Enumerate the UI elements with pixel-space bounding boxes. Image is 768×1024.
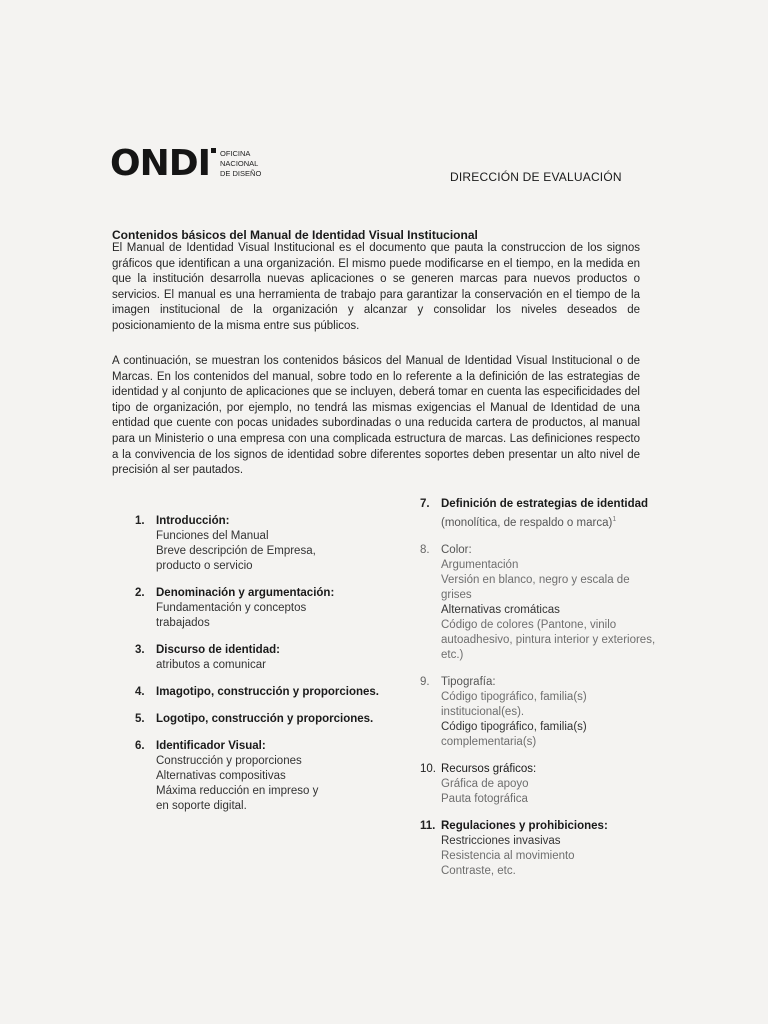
- item-sub: Código de colores (Pantone, vinilo autoadhesivo, pintura interior y exteriores, etc.): [441, 618, 656, 661]
- item-title: Color:: [441, 543, 472, 556]
- list-item: [135, 739, 385, 814]
- item-sub: en soporte digital.: [156, 800, 247, 812]
- logo-wordmark: ONDI: [110, 143, 211, 184]
- item-title: Introducción:: [156, 515, 230, 527]
- list-item: [420, 762, 660, 807]
- list-item: [135, 685, 385, 700]
- list-item: [420, 819, 660, 879]
- item-sub: Alternativas cromáticas: [441, 603, 560, 616]
- logo-subtitle: [220, 149, 261, 179]
- list-item: [135, 712, 385, 727]
- list-item: [420, 543, 660, 663]
- item-number: 10.: [420, 762, 436, 775]
- item-number: 1.: [135, 515, 145, 527]
- logo-square-icon: [211, 148, 216, 153]
- item-sub: trabajados: [156, 617, 210, 629]
- item-number: 7.: [420, 498, 430, 510]
- logo-sub-line: DE DISEÑO: [220, 169, 262, 178]
- item-sub: Fundamentación y conceptos: [156, 602, 307, 614]
- list-item: [420, 497, 660, 531]
- item-sub: Resistencia al movimiento: [441, 849, 575, 862]
- item-sub: Contraste, etc.: [441, 864, 516, 877]
- footnote-marker: 1: [612, 516, 617, 523]
- item-number: 2.: [135, 587, 145, 599]
- item-number: 4.: [135, 686, 145, 698]
- intro-paragraph: El Manual de Identidad Visual Institucional es el documento que pauta la construccion de los signos gráficos que identifican a una organización. El mismo puede modificarse en el tiempo, en la medida en que la institución desarrolla nuevas aplicaciones o se generen marcas para nuevos productos o servicios. El manual es una herramienta de trabajo para garantizar la conservación en el tiempo de la imagen institucional de la organización y alcanzar y consolidar los niveles deseados de posicionamiento de la misma entre sus públicos.: [112, 242, 640, 332]
- item-sub: Construcción y proporciones: [156, 755, 302, 767]
- item-sub: Argumentación: [441, 558, 519, 571]
- item-number: 6.: [135, 740, 145, 752]
- list-item: [135, 586, 385, 631]
- item-sub: Alternativas compositivas: [156, 770, 286, 782]
- item-sub: Máxima reducción en impreso y: [156, 785, 319, 797]
- item-sub: atributos a comunicar: [156, 659, 266, 671]
- item-number: 11.: [420, 819, 436, 832]
- department-heading: DIRECCIÓN DE EVALUACIÓN: [450, 170, 622, 184]
- item-sub: Versión en blanco, negro y escala de grises: [441, 573, 630, 601]
- item-title: Tipografía:: [441, 675, 496, 688]
- item-title: Discurso de identidad:: [156, 644, 280, 656]
- list-item: [420, 675, 660, 750]
- item-title: Denominación y argumentación:: [156, 587, 335, 599]
- item-number: 3.: [135, 644, 145, 656]
- item-sub: Pauta fotográfica: [441, 792, 528, 805]
- ondi-logo: [110, 143, 262, 184]
- item-sub: complementaria(s): [441, 735, 537, 748]
- list-item: [135, 514, 385, 574]
- logo-sub-line: OFICINA: [220, 149, 251, 158]
- contents-list-left: [135, 514, 385, 826]
- item-title: Definición de estrategias de identidad: [441, 498, 649, 510]
- item-sub: Restricciones invasivas: [441, 834, 561, 847]
- item-number: 8.: [420, 543, 430, 556]
- item-sub: Código tipográfico, familia(s) institucional(es).: [441, 690, 587, 718]
- list-item: [135, 643, 385, 673]
- contents-list-right: [420, 497, 660, 891]
- logo-sub-line: NACIONAL: [220, 159, 259, 168]
- item-sub: Código tipográfico, familia(s): [441, 720, 587, 733]
- item-sub: Gráfica de apoyo: [441, 777, 529, 790]
- item-title: Identificador Visual:: [156, 740, 266, 752]
- contents-paragraph: A continuación, se muestran los contenidos básicos del Manual de Identidad Visual Institucional o de Marcas. En los contenidos del manual, sobre todo en lo referente a la definición de las estrategias de identidad y al conjunto de aplicaciones que se incluyen, deberá tomar en cuenta las especificidades del tipo de organización, por ejemplo, no tendrá las mismas exigencias el Manual de Identidad de una entidad que cuente con pocas unidades subordinadas o una reducida cartera de productos, al manual para un Ministerio o una empresa con una complicada estructura de marcas. Las definiciones respecto a la convivencia de los signos de identidad sobre diferentes soportes deben presentar un alto nivel de precisión al ser pautados.: [112, 355, 640, 477]
- item-number: 5.: [135, 713, 145, 725]
- item-inline-sub: (monolítica, de respaldo o marca): [441, 516, 613, 529]
- item-number: 9.: [420, 675, 430, 688]
- item-title: Imagotipo, construcción y proporciones.: [156, 686, 379, 698]
- document-title: Contenidos básicos del Manual de Identidad Visual Institucional: [112, 228, 478, 242]
- item-sub: producto o servicio: [156, 560, 253, 572]
- item-title: Logotipo, construcción y proporciones.: [156, 713, 374, 725]
- item-title: Regulaciones y prohibiciones:: [441, 819, 608, 832]
- item-sub: Breve descripción de Empresa,: [156, 545, 316, 557]
- item-title: Recursos gráficos:: [441, 762, 537, 775]
- item-sub: Funciones del Manual: [156, 530, 269, 542]
